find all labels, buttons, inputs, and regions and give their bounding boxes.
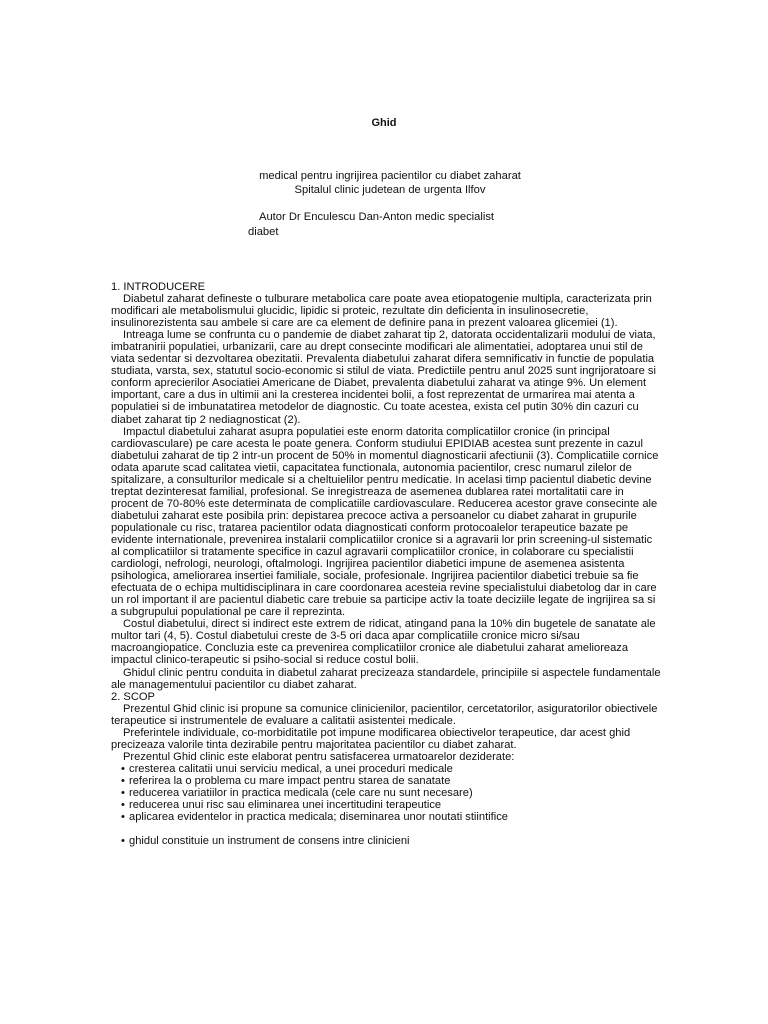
list-item: • cresterea calitatii unui serviciu medical, a unei proceduri medicale: [121, 762, 453, 775]
subtitle-line-1: medical pentru ingrijirea pacientilor cu diabet zaharat: [259, 170, 521, 182]
bullet-icon: •: [121, 811, 125, 824]
subtitle-line-2: Spitalul clinic judetean de urgenta Ilfov: [294, 184, 486, 196]
section-heading-scop: 2. SCOP: [111, 690, 155, 703]
paragraph-8: Prezentul Ghid clinic este elaborat pentru satisfacerea urmatoarelor deziderate:: [123, 750, 515, 763]
deziderate-list: [111, 763, 661, 823]
list-item: • reducerea unui risc sau eliminarea unei incertitudini terapeutice: [121, 799, 442, 812]
paragraph-2: Intreaga lume se confrunta cu o pandemie de diabet zaharat tip 2, datorata occidentalizarii modului de viata, imbatranirii populatiei, urbanizarii, care au drept consecinte modificari ale alimentatiei, adoptarea unui stil de viata sedentar si dezvoltarea obezitatii. Prevalenta diabetului zaharat difera semnificativ in functie de populatia studiata, varsta, sex, statutul socio-economic si stilul de viata. Predictiile pentru anul 2025 sunt ingrijoratoare si conform aprecierilor Asociatiei Americane de Diabet, prevalenta diabetului zaharat va atinge 9%. Un element important, care a dus in ultimii ani la cresterea incidentei bolii, a fost reprezentat de urmarirea mai atenta a populatiei si de imbunatatirea metodelor de diagnostic. Cu toate acestea, exista cel putin 30% din cazuri cu diabet zaharat tip 2 nediagnosticat (2).: [111, 329, 656, 426]
bullet-icon: •: [121, 774, 125, 787]
bullet-icon: •: [121, 786, 125, 799]
paragraph-1: Diabetul zaharat defineste o tulburare metabolica care poate avea etiopatogenie multipla, caracterizata prin modificari ale metabolismului glucidic, lipidic si proteic, rezultate din deficienta in insulinosecretie, insulinorezistenta sau ambele si care are ca element de definire pana in prezent valoarea glicemiei (1).: [111, 293, 652, 330]
paragraph-5: Ghidul clinic pentru conduita in diabetul zaharat precizeaza standardele, principiile si aspectele fundamentale ale managementului pacientilor cu diabet zaharat.: [111, 666, 661, 691]
paragraph-7: Preferintele individuale, co-morbiditatile pot impune modificarea obiectivelor terapeutice, dar acest ghid precizeaza valorile tinta dezirabile pentru majoritatea pacientilor cu diabet zaharat.: [111, 726, 631, 751]
paragraph-6: Prezentul Ghid clinic isi propune sa comunice clinicienilor, pacientilor, cercetatorilor, asiguratorilor obiectivele terapeutice si instrumentele de evaluare a calitatii asistentei medicale.: [111, 702, 658, 727]
deziderate-list-continued: [111, 835, 661, 847]
document-subtitle: [250, 169, 530, 197]
paragraph-3: Impactul diabetului zaharat asupra populatiei este enorm datorita complicatiilor cronice (in principal cardiovasculare) pe care acesta le poate genera. Conform studiului EPIDIAB acestea sunt prezente in cazul diabetului zaharat de tip 2 intr-un procent de 50% in momentul diagnosticarii afectiunii (3). Complicatiile cornice odata aparute scad calitatea vietii, capacitatea functionala, autonomia pacientilor, cresc numarul zilelor de spitalizare, a consulturilor medicale si a cheltuielilor pentru medicatie. In acelasi timp pacientul diabetic devine treptat dezinteresat familial, profesional. Se inregistreaza de asemenea dublarea ratei mortalitatii care in procent de 70-80% este determinata de complicatiile cardiovasculare. Reducerea acestor grave consecinte ale diabetului zaharat este posibila prin: depistarea precoce activa a persoanelor cu diabet zaharat in grupurile populationale cu risc, tratarea pacientilor odata diagnosticati conform protocoalelor terapeutice bazate pe evidente internationale, prevenirea instalarii complicatiilor cronice si a agravarii lor prin screening-ul sistematic al complicatiilor si tratamente specifice in cazul agravarii complicatiilor cronice, in colaborare cu specialistii cardiologi, nefrologi, neurologi, oftalmologi. Ingrijirea pacientilor diabetici impune de asemenea asistenta psihologica, ameliorarea insertiei familiale, sociale, profesionale. Ingrijirea pacientilor diabetici trebuie sa fie efectuata de o echipa multidisciplinara in care coordonarea acesteia revine specialistului diabetolog dar in care un rol important il are pacientul diabetic care trebuie sa participe activ la toate deciziile legate de ingrijirea sa si a subgrupului populational pe care il reprezinta.: [111, 425, 659, 619]
bullet-icon: •: [121, 762, 125, 775]
list-item: • referirea la o problema cu mare impact pentru starea de sanatate: [121, 774, 451, 787]
list-item: • aplicarea evidentelor in practica medicala; diseminarea unor noutati stiintifice: [121, 811, 508, 824]
list-item: • ghidul constituie un instrument de consens intre clinicieni: [121, 835, 410, 848]
document-title: [0, 117, 768, 129]
document-body: [111, 281, 661, 847]
bullet-icon: •: [121, 835, 125, 848]
document-author: Autor Dr Enculescu Dan-Anton medic specialist diabet: [248, 211, 495, 238]
list-item: • reducerea variatiilor in practica medicala (cele care nu sunt necesare): [121, 786, 473, 799]
paragraph-4: Costul diabetului, direct si indirect este extrem de ridicat, atingand pana la 10% din bugetele de sanatate ale multor tari (4, 5). Costul diabetului creste de 3-5 ori daca apar complicatiile cronice micro si/sau macroangiopatice. Concluzia este ca prevenirea complicatiilor cronice ale diabetului zaharat amelioreaza impactul clinico-terapeutic si psiho-social si reduce costul bolii.: [111, 618, 656, 667]
bullet-icon: •: [121, 799, 125, 812]
spacer: [111, 823, 661, 835]
document-title-text: Ghid: [371, 117, 397, 129]
section-heading-introducere: 1. INTRODUCERE: [111, 281, 206, 293]
